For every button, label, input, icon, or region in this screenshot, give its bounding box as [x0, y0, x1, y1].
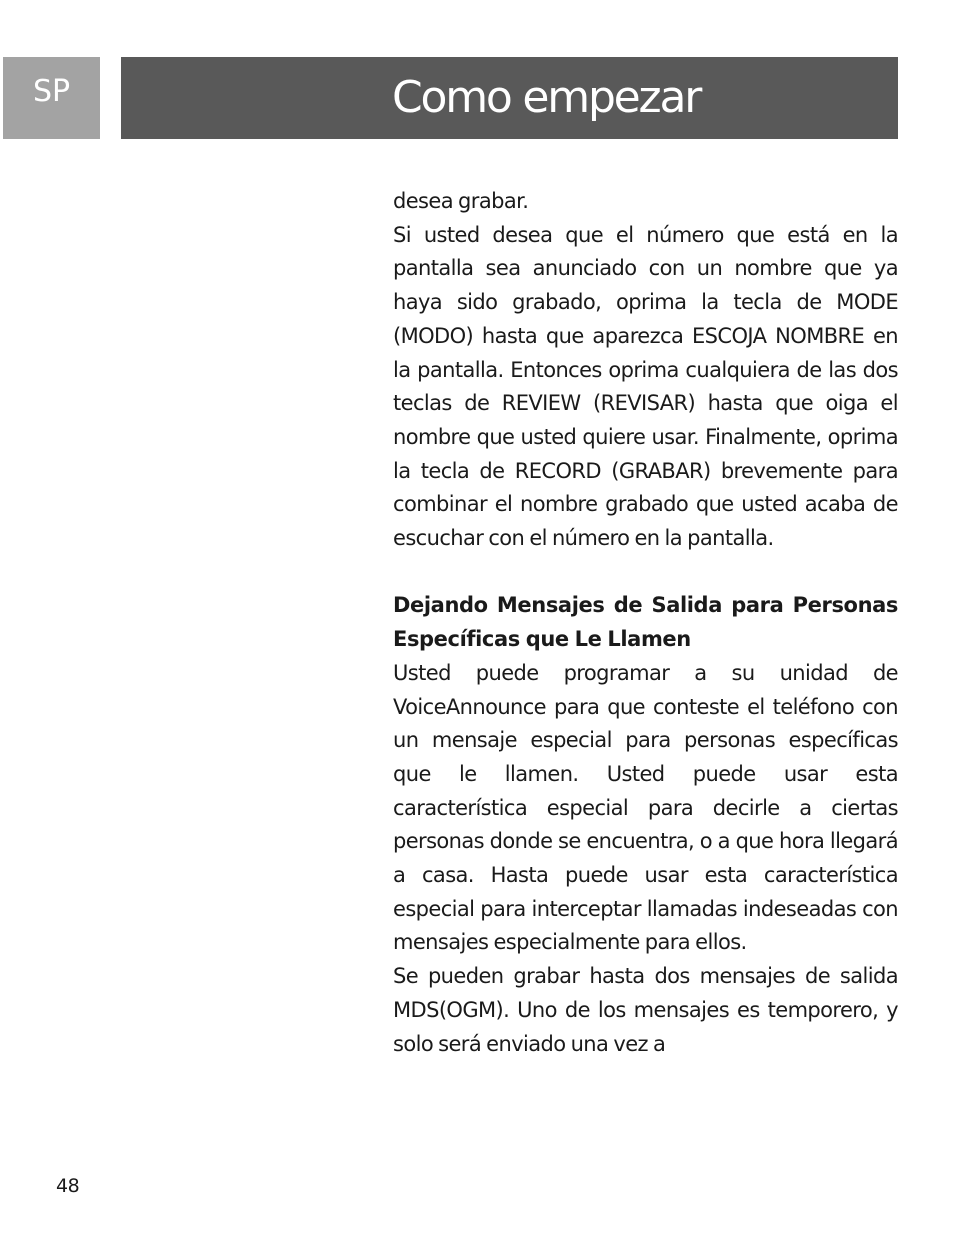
main-content	[393, 185, 898, 1061]
paragraph-custom-messages: Usted puede programar a su unidad de VoiceAnnounce para que conteste el teléfono con un mensaje especial para personas específicas que le llamen. Usted puede usar esta característica especial para decirle a ciertas personas donde se encuentra, o a que hora llegará a casa. Hasta puede usar esta característica especial para interceptar llamadas indeseadas con mensajes especialmente para ellos.	[393, 660, 898, 955]
section-heading: Dejando Mensajes de Salida para Personas Específicas que Le Llamen	[393, 593, 898, 652]
paragraph-ogm: Se pueden grabar hasta dos mensajes de salida MDS(OGM). Uno de los mensajes es temporero, y solo será enviado una vez a	[393, 964, 898, 1056]
language-tab	[3, 57, 100, 139]
page-number: 48	[56, 1175, 80, 1197]
language-label: SP	[33, 74, 71, 109]
header-bar	[121, 57, 898, 139]
paragraph-spacer	[393, 556, 898, 590]
paragraph-select-name: Si usted desea que el número que está en la pantalla sea anunciado con un nombre que ya haya sido grabado, oprima la tecla de MODE (MODO) hasta que aparezca ESCOJA NOMBRE en la pantalla. Entonces oprima cualquiera de las dos teclas de REVIEW (REVISAR) hasta que oiga el nombre que usted quiere usar. Finalmente, oprima la tecla de RECORD (GRABAR) brevemente para combinar el nombre grabado que usted acaba de escuchar con el número en la pantalla.	[393, 222, 898, 551]
page-title: Como empezar	[392, 72, 701, 123]
paragraph-continuation: desea grabar.	[393, 189, 529, 213]
